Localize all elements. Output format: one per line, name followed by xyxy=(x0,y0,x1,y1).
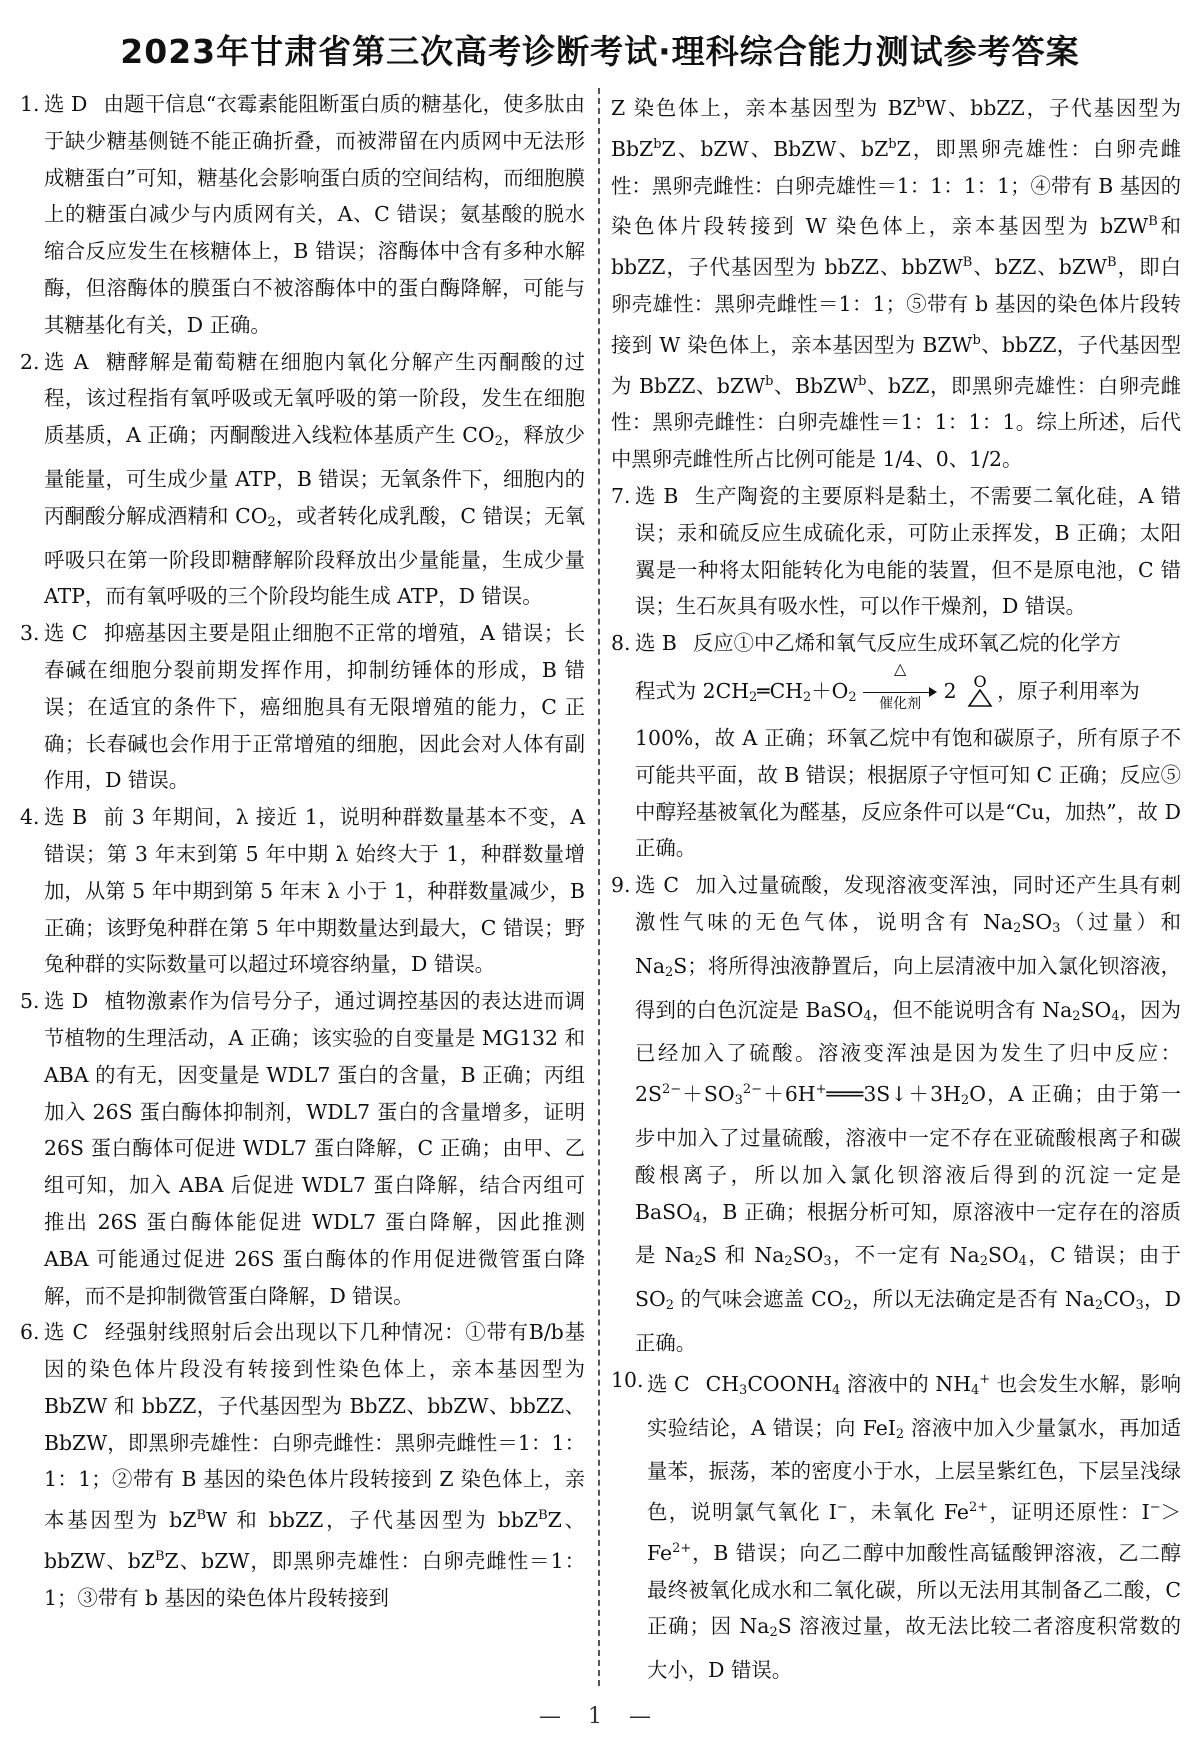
answer-choice: 选 D xyxy=(44,989,89,1014)
oxygen-label: O xyxy=(973,672,987,692)
superscript: 2+ xyxy=(968,1500,989,1516)
explanation-text: ，未氧化 Fe xyxy=(847,1500,969,1525)
page-number: — 1 — xyxy=(539,1704,661,1729)
explanation-text: 的气味会遮盖 CO xyxy=(673,1287,844,1312)
subscript: 2 xyxy=(267,514,276,530)
item-number: 2. xyxy=(20,349,40,374)
subscript: 2 xyxy=(494,434,503,450)
explanation-text: ，但不能说明含有 Na xyxy=(871,997,1073,1022)
subscript: 4 xyxy=(1018,1254,1027,1270)
page-title: 2023年甘肃省第三次高考诊断考试·理科综合能力测试参考答案 xyxy=(120,32,1080,71)
subscript: 2 xyxy=(665,1298,674,1314)
superscript: b xyxy=(765,373,774,389)
explanation-text: ，不一定有 Na xyxy=(831,1243,980,1268)
explanation-text: ＋SO xyxy=(681,1082,735,1107)
superscript: B xyxy=(1148,214,1158,230)
subscript: 2 xyxy=(1013,920,1022,936)
explanation-text: 、BbZW xyxy=(773,373,859,398)
item-number: 4. xyxy=(20,805,40,830)
subscript: 2 xyxy=(960,1093,970,1109)
explanation-text: 、bbZZ，子代基因型为 BbZZ、bZW xyxy=(611,332,1181,398)
explanation-text: ，D 正确。 xyxy=(635,1287,1181,1355)
explanation-text: CH xyxy=(705,1371,740,1396)
arrow-shaft xyxy=(863,692,933,693)
superscript: b xyxy=(653,136,662,152)
item-number: 5. xyxy=(20,989,40,1014)
item-number: 8. xyxy=(611,631,631,656)
superscript: B xyxy=(196,1508,207,1524)
superscript: b xyxy=(888,136,897,152)
subscript: 3 xyxy=(823,1254,832,1270)
subscript: 2 xyxy=(848,689,857,705)
item-number: 7. xyxy=(611,483,631,508)
explanation-text: ，因为已经加入了硫酸。溶液变浑浊是因为发生了归中反应：2S xyxy=(635,997,1182,1107)
answer-item-5 xyxy=(20,983,585,1314)
heat-condition: △ xyxy=(893,659,907,679)
subscript: 2 xyxy=(1094,1298,1104,1314)
column-divider xyxy=(598,88,600,1686)
superscript: B xyxy=(538,1508,548,1524)
explanation-text: 和 bbZZ，子代基因型为 bbZZ、bbZW xyxy=(611,214,1181,280)
answer-choice: 选 B xyxy=(44,805,88,830)
explanation-text: W、bbZZ，子代基因型为 BbZ xyxy=(611,96,1181,161)
explanation-text: Z、bbZW、bZ xyxy=(44,1508,586,1574)
explanation-text: ，所以无法确定是否有 Na xyxy=(851,1287,1095,1312)
answer-item-6-continued xyxy=(611,86,1181,478)
answer-item-9 xyxy=(611,867,1181,1362)
answer-item-7 xyxy=(611,478,1181,625)
explanation-text: S 和 Na xyxy=(702,1243,785,1268)
answer-choice: 选 C xyxy=(44,1320,89,1345)
explanation-text: 前 3 年期间，λ 接近 1，说明种群数量基本不变，A 错误；第 3 年末到第 5 年中期 λ 始终大于 1，种群数量增加，从第 5 年中期到第 5 年末 λ 小于 1，种群数量减少，B 正确；该野兔种群在第 5 年中期数量达到最大，C 错误；野兔种群的实际数量可以超过环境容纳量，D 错误。 xyxy=(44,805,585,977)
explanation-text: W 和 bbZZ，子代基因型为 bbZ xyxy=(206,1508,539,1533)
chemical-equation xyxy=(635,659,1181,720)
subscript: 4 xyxy=(832,1382,841,1398)
subscript: 2 xyxy=(895,1426,905,1442)
explanation-text: ，B 正确；根据分析可知，原溶液中一定存在的溶质是 Na xyxy=(635,1199,1181,1268)
superscript: b xyxy=(972,332,981,348)
explanation-text: 溶液中加入少量氯水，再加适量苯，振荡，苯的密度小于水，上层呈紫红色，下层呈浅绿色，说明氯气氧化 I xyxy=(647,1415,1182,1525)
equation-text: ═CH xyxy=(757,678,803,703)
superscript: − xyxy=(1149,1500,1161,1516)
explanation-text: Z、bZW、BbZW、bZ xyxy=(661,136,889,161)
explanation-text: SO xyxy=(1021,909,1053,934)
answer-choice: 选 B xyxy=(635,483,679,508)
explanation-text: SO xyxy=(792,1243,824,1268)
explanation-text: Z，即黑卵壳雄性：白卵壳雌性：黑卵壳雌性：白卵壳雄性＝1：1：1：1；④带有 B 基因的染色体片段转接到 W 染色体上，亲本基因型为 bZW xyxy=(611,136,1182,239)
explanation-text: Z 染色体上，亲本基因型为 BZ xyxy=(611,96,917,120)
explanation-text: 、bZZ、bZW xyxy=(972,255,1107,280)
explanation-text: ＋6H xyxy=(762,1082,816,1107)
explanation-text: 、bZZ，即黑卵壳雄性：白卵壳雌性：黑卵壳雌性：白卵壳雄性＝1：1：1：1。综上所述，后代中黑卵壳雌性所占比例可能是 1/4、0、1/2。 xyxy=(611,373,1181,472)
right-column xyxy=(611,86,1181,1689)
explanation-text: 经强射线照射后会出现以下几种情况：①带有B/b基因的染色体片段没有转接到性染色体上，亲本基因型为 BbZW 和 bbZZ，子代基因型为 BbZZ、bbZW、bbZZ、BbZW，即黑卵壳雄性：白卵壳雌性：黑卵壳雌性＝1：1：1：1；②带有 B 基因的染色体片段转接到 Z 染色体上，亲本基因型为 bZ xyxy=(44,1320,585,1533)
answer-choice: 选 C xyxy=(44,621,88,646)
subscript: 4 xyxy=(863,1008,872,1024)
superscript: + xyxy=(815,1082,827,1098)
explanation-text: 由题干信息“衣霉素能阻断蛋白质的糖基化，使多肽由于缺少糖基侧链不能正确折叠，而被滞留在内质网中无法形成糖蛋白”可知，糖基化会影响蛋白质的空间结构，而细胞膜上的糖蛋白减少与内质网有关，A、C 错误；氨基酸的脱水缩合反应发生在核糖体上，B 错误；溶酶体中含有多种水解酶，但溶酶体的膜蛋白不被溶酶体中的蛋白酶降解，可能与其糖基化有关，D 正确。 xyxy=(44,92,585,337)
explanation-text: 加入过量硫酸，发现溶液变浑浊，同时还产生具有刺激性气味的无色气体，说明含有 Na xyxy=(635,873,1181,934)
superscript: 2− xyxy=(661,1082,682,1098)
subscript: 4 xyxy=(692,1210,702,1226)
explanation-text: S 溶液过量，故无法比较二者溶度积常数的大小，D 错误。 xyxy=(647,1614,1181,1683)
left-column xyxy=(20,86,585,1617)
superscript: − xyxy=(836,1500,848,1516)
explanation-text: SO xyxy=(987,1243,1019,1268)
explanation-text: SO xyxy=(1080,997,1112,1022)
explanation-text: （过量）和 Na xyxy=(635,909,1182,978)
subscript: 2 xyxy=(694,1254,703,1270)
explanation-text: ，证明还原性：I xyxy=(988,1500,1150,1525)
explanation-text: Z、bZW，即黑卵壳雄性：白卵壳雌性＝1：1；③带有 b 基因的染色体片段转接到 xyxy=(44,1549,585,1610)
subscript: 4 xyxy=(970,1382,980,1398)
item-number: 3. xyxy=(20,621,40,646)
subscript: 2 xyxy=(979,1254,988,1270)
subscript: 2 xyxy=(802,689,812,705)
explanation-text: 植物激素作为信号分子，通过调控基因的表达进而调节植物的生理活动，A 正确；该实验的自变量是 MG132 和 ABA 的有无，因变量是 WDL7 蛋白的含量，B 正确；丙组加入 26S 蛋白酶体抑制剂，WDL7 蛋白的含量增多，证明 26S 蛋白酶体可促进 WDL7 蛋白降解，C 正确；由甲、乙组可知，加入 ABA 后促进 WDL7 蛋白降解，结合丙组可推出 26S 蛋白酶体能促进 WDL7 蛋白降解，因此推测 ABA 可能通过促进 26S 蛋白酶体的作用促进微管蛋白降解，而不是抑制微管蛋白降解，D 错误。 xyxy=(44,989,585,1308)
explanation-text: ＞Fe xyxy=(647,1500,1181,1565)
answer-choice: 选 B xyxy=(635,631,677,656)
answer-choice: 选 D xyxy=(44,92,88,116)
superscript: 2+ xyxy=(672,1540,692,1556)
subscript: 2 xyxy=(665,964,674,980)
subscript: 2 xyxy=(749,689,758,705)
explanation-text: ═══3S↓＋3H xyxy=(826,1082,961,1107)
superscript: b xyxy=(916,96,926,111)
explanation-text: S；将所得浊液静置后，向上层清液中加入氯化钡溶液，得到的白色沉淀是 BaSO xyxy=(635,953,1181,1022)
explanation-text: ，或者转化成乳酸，C 错误；无氧呼吸只在第一阶段即糖酵解阶段释放出少量能量，生成少量 ATP，而有氧呼吸的三个阶段均能生成 ATP，D 错误。 xyxy=(44,503,585,609)
subscript: 2 xyxy=(843,1298,852,1314)
explanation-text: 100%，故 A 正确；环氧乙烷中有饱和碳原子，所有原子不可能共平面，故 B 错误；根据原子守恒可知 C 正确；反应⑤中醇羟基被氧化为醛基，反应条件可以是“Cu，加热”，故 D 正确。 xyxy=(635,725,1181,861)
answer-item-4 xyxy=(20,799,585,983)
explanation-text: ，即白卵壳雄性：黑卵壳雌性＝1：1；⑤带有 b 基因的染色体片段转接到 W 染色体上，亲本基因型为 BZW xyxy=(611,255,1182,357)
item-number: 6. xyxy=(20,1320,40,1345)
subscript: 2 xyxy=(1072,1008,1081,1024)
answer-item-10 xyxy=(611,1362,1181,1689)
item-number: 9. xyxy=(611,873,631,898)
subscript: 3 xyxy=(734,1093,743,1109)
answer-item-2 xyxy=(20,344,585,616)
explanation-text: 抑癌基因主要是阻止细胞不正常的增殖，A 错误；长春碱在细胞分裂前期发挥作用，抑制纺锤体的形成，B 错误；在适宜的条件下，癌细胞具有无限增殖的能力，C 正确；长春碱也会作用于正常增殖的细胞，因此会对人体有副作用，D 错误。 xyxy=(44,621,585,793)
superscript: B xyxy=(962,255,973,271)
superscript: + xyxy=(979,1371,991,1387)
answer-item-6 xyxy=(20,1314,585,1616)
answer-choice: 选 C xyxy=(635,873,679,898)
superscript: B xyxy=(154,1549,165,1565)
explanation-text: COONH xyxy=(747,1371,832,1396)
subscript: 4 xyxy=(1111,1008,1120,1024)
explanation-text: 生产陶瓷的主要原料是黏土，不需要二氧化硅，A 错误；汞和硫反应生成硫化汞，可防止汞挥发，B 正确；太阳翼是一种将太阳能转化为电能的装置，但不是原电池，C 错误；生石灰具有吸水性，可以作干燥剂，D 错误。 xyxy=(635,483,1181,619)
item-number: 1. xyxy=(20,92,40,116)
equation-coefficient: 2 xyxy=(943,678,957,703)
explanation-text: 也会发生水解，影响实验结论，A 错误；向 FeI xyxy=(647,1371,1181,1440)
equation-text: ，原子利用率为 xyxy=(997,678,1140,703)
epoxide-structure-icon xyxy=(963,672,997,712)
subscript: 2 xyxy=(769,1625,778,1641)
answer-choice: 选 A xyxy=(44,349,89,374)
catalyst-condition: 催化剂 xyxy=(879,696,922,713)
reaction-arrow xyxy=(863,659,937,713)
equation-text: 程式为 2CH xyxy=(635,678,750,703)
answer-item-1 xyxy=(20,86,585,344)
superscript: 2− xyxy=(742,1082,763,1098)
item-number: 10. xyxy=(611,1367,644,1392)
subscript: 3 xyxy=(739,1382,748,1398)
subscript: 3 xyxy=(1135,1298,1144,1314)
subscript: 2 xyxy=(784,1254,793,1270)
answer-item-8 xyxy=(611,625,1181,867)
explanation-text: 糖酵解是葡萄糖在细胞内氧化分解产生丙酮酸的过程，该过程指有氧呼吸或无氧呼吸的第一阶段，发生在细胞质基质，A 正确；丙酮酸进入线粒体基质产生 CO xyxy=(44,349,585,448)
explanation-text: ，C 错误；由于 SO xyxy=(635,1243,1181,1312)
answer-choice: 选 C xyxy=(647,1371,690,1396)
answer-item-3 xyxy=(20,615,585,799)
superscript: B xyxy=(1107,255,1117,271)
explanation-text: 反应①中乙烯和氧气反应生成环氧乙烷的化学方 xyxy=(692,631,1122,656)
equation-text: ＋O xyxy=(811,678,849,703)
explanation-text: ，释放少量能量，可生成少量 ATP，B 错误；无氧条件下，细胞内的丙酮酸分解成酒精和 CO xyxy=(44,423,586,528)
explanation-text: O，A 正确；由于第一步中加入了过量硫酸，溶液中一定不存在亚硫酸根离子和碳酸根离子，所以加入氯化钡溶液后得到的沉淀一定是 BaSO xyxy=(635,1082,1181,1224)
subscript: 3 xyxy=(1052,920,1061,936)
explanation-text: CO xyxy=(1103,1287,1136,1312)
explanation-text: ，B 错误；向乙二醇中加酸性高锰酸钾溶液，乙二醇最终被氧化成水和二氧化碳，所以无法用其制备乙二酸，C 正确；因 Na xyxy=(647,1540,1181,1639)
explanation-text: 溶液中的 NH xyxy=(840,1371,971,1396)
superscript: b xyxy=(858,373,867,389)
